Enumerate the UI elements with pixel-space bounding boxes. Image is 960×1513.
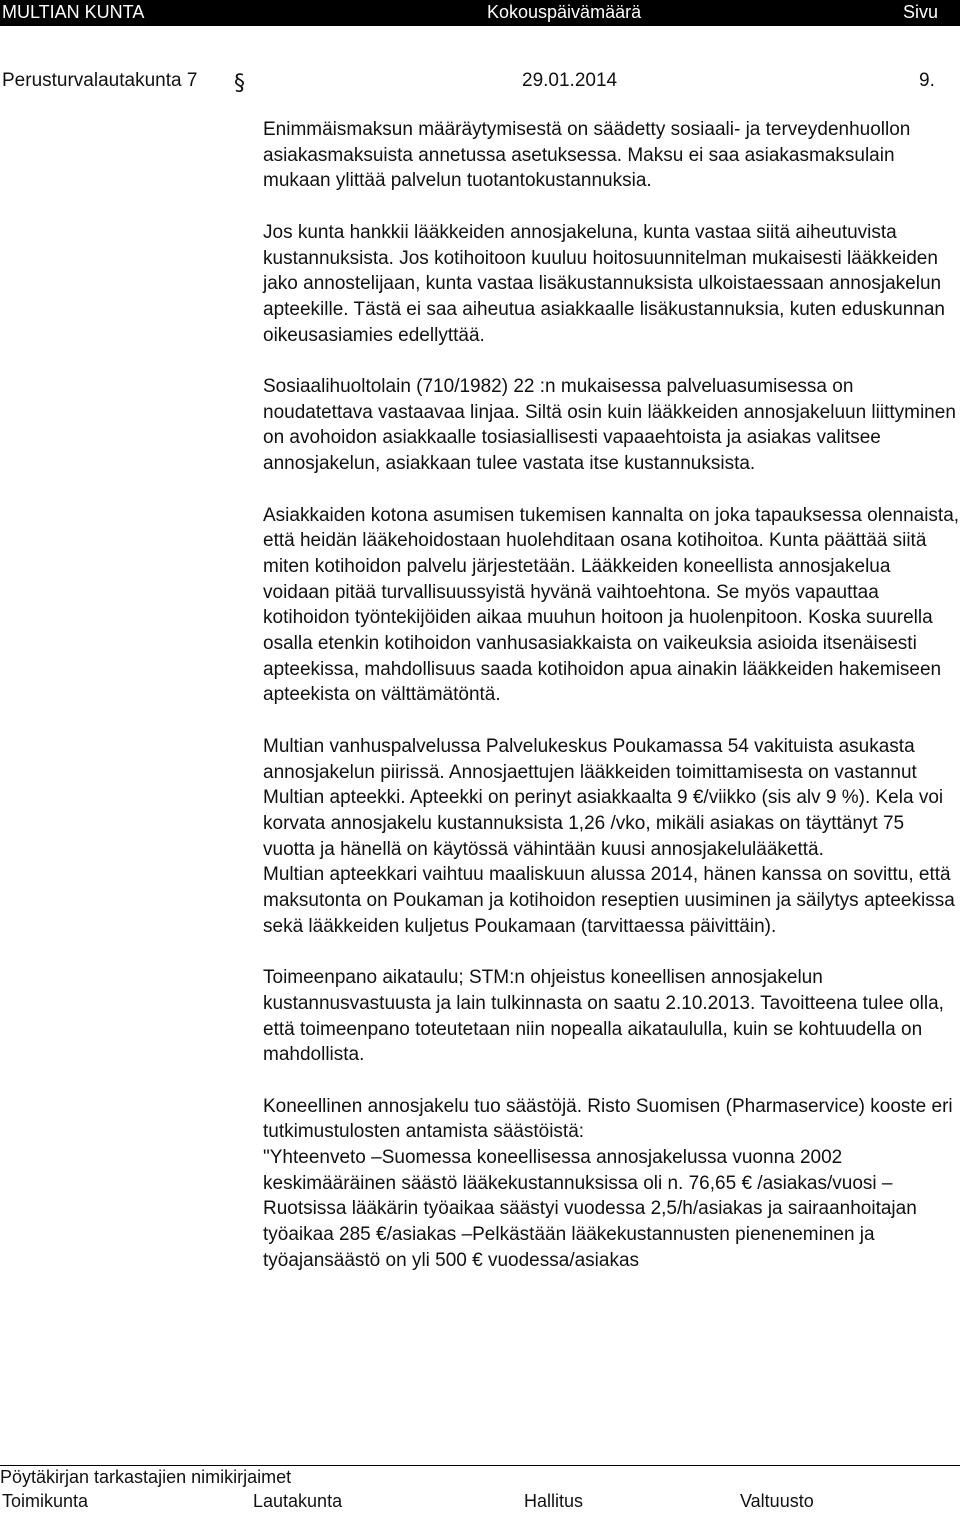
paragraph: "Yhteenveto –Suomessa koneellisessa annosjakelussa vuonna 2002 keskimääräinen säästö lääkekustannuksissa oli n. 76,65 € /asiakas/vuosi –Ruotsissa lääkärin työaikaa säästyi vuodessa 2,5/h/asiakas ja sairaanhoitajan työaikaa 285 €/asiakas –Pelkästään lääkekustannusten pieneneminen ja työajansäästö on yli 500 € vuodessa/asiakas xyxy=(263,1147,917,1271)
paragraph: Enimmäismaksun määräytymisestä on säädetty sosiaali- ja terveydenhuollon asiakasmaksuista annetussa asetuksessa. Maksu ei saa asiakasmaksulain mukaan ylittää palvelun tuotantokustannuksia. xyxy=(263,119,911,192)
footer-item-toimikunta: Toimikunta xyxy=(2,1491,89,1511)
paragraph: Multian apteekkari vaihtuu maaliskuun alussa 2014, hänen kanssa on sovittu, että maksutonta on Poukaman ja kotihoidon reseptien uusiminen ja säilytys apteekissa sekä lääkkeiden kuljetus Poukamaan (tarvittaessa päivittäin). xyxy=(263,864,955,937)
meta-page: 9. xyxy=(919,70,935,91)
header-org: MULTIAN KUNTA xyxy=(2,2,145,22)
footer-item-hallitus: Hallitus xyxy=(524,1491,584,1511)
paragraph: Asiakkaiden kotona asumisen tukemisen kannalta on joka tapauksessa olennaista, että heidän lääkehoidostaan huolehditaan osana kotihoitoa. Kunta päättää siitä miten kotihoidon palvelu järjestetään. Lääkkeiden koneellista annosjakelua voidaan pitää turvallisuussyistä hyvänä vaihtoehtona. Se myös vapauttaa kotihoidon työntekijöiden aikaa muuhun hoitoon ja huolenpitoon. Koska suurella osalla etenkin kotihoidon vanhusasiakkaista on vaikeuksia asioida itsenäisesti apteekissa, mahdollisuus saada kotihoidon apua ainakin lääkkeiden hakemiseen apteekista on välttämätöntä. xyxy=(263,504,960,706)
footer-item-lautakunta: Lautakunta xyxy=(253,1491,343,1511)
meta-body: Perusturvalautakunta 7 xyxy=(2,70,198,91)
paragraph: Jos kunta hankkii lääkkeiden annosjakeluna, kunta vastaa siitä aiheutuvista kustannuksista. Jos kotihoitoon kuuluu hoitosuunnitelman mukaisesti lääkkeiden jako annostelijaan, kunta vastaa lisäkustannuksista ulkoistaessaan annosjakelun apteekille. Tästä ei saa aiheutua asiakkaalle lisäkustannuksia, kuten eduskunnan oikeusasiamies edellyttää. xyxy=(263,221,945,346)
paragraph: Koneellinen annosjakelu tuo säästöjä. Risto Suomisen (Pharmaservice) kooste eri tutkimustulosten antamista säästöistä: xyxy=(263,1095,953,1143)
header-page-label: Sivu xyxy=(903,2,939,22)
paragraph: Multian vanhuspalvelussa Palvelukeskus Poukamassa 54 vakituista asukasta annosjakelun piirissä. Annosjaettujen lääkkeiden toimittamisesta on vastannut Multian apteekki. Apteekki on perinyt asiakkaalta 9 €/viikko (sis alv 9 %). Kela voi korvata annosjakelu kustannuksista 1,26 /vko, mikäli asiakas on täyttänyt 75 vuotta ja hänellä on käytössä vähintään kuusi annosjakelulääkettä. xyxy=(263,735,944,860)
header-bar xyxy=(0,0,960,26)
svg-text:§: § xyxy=(234,71,245,96)
meta-date: 29.01.2014 xyxy=(522,70,618,91)
paragraph: Sosiaalihuoltolain (710/1982) 22 :n mukaisessa palveluasumisessa on noudatettava vastaavaa linjaa. Siltä osin kuin lääkkeiden annosjakeluun liittyminen on avohoidon asiakkaalle tosiasiallisesti vapaaehtoista ja asiakas valitsee annosjakelun, asiakkaan tulee vastata itse kustannuksista. xyxy=(263,376,956,475)
footer-signatures-label: Pöytäkirjan tarkastajien nimikirjaimet xyxy=(0,1467,292,1487)
footer-divider xyxy=(0,1465,960,1466)
paragraph: Toimeenpano aikataulu; STM:n ohjeistus koneellisen annosjakelun kustannusvastuusta ja lain tulkinnasta on saatu 2.10.2013. Tavoitteena tulee olla, että toimeenpano toteutetaan niin nopealla aikataululla, kuin se kohtuudella on mahdollista. xyxy=(263,967,944,1066)
body-text xyxy=(263,117,960,1299)
footer-item-valtuusto: Valtuusto xyxy=(740,1491,814,1511)
header-date-label: Kokouspäivämäärä xyxy=(487,2,642,22)
section-mark-icon xyxy=(233,66,249,96)
